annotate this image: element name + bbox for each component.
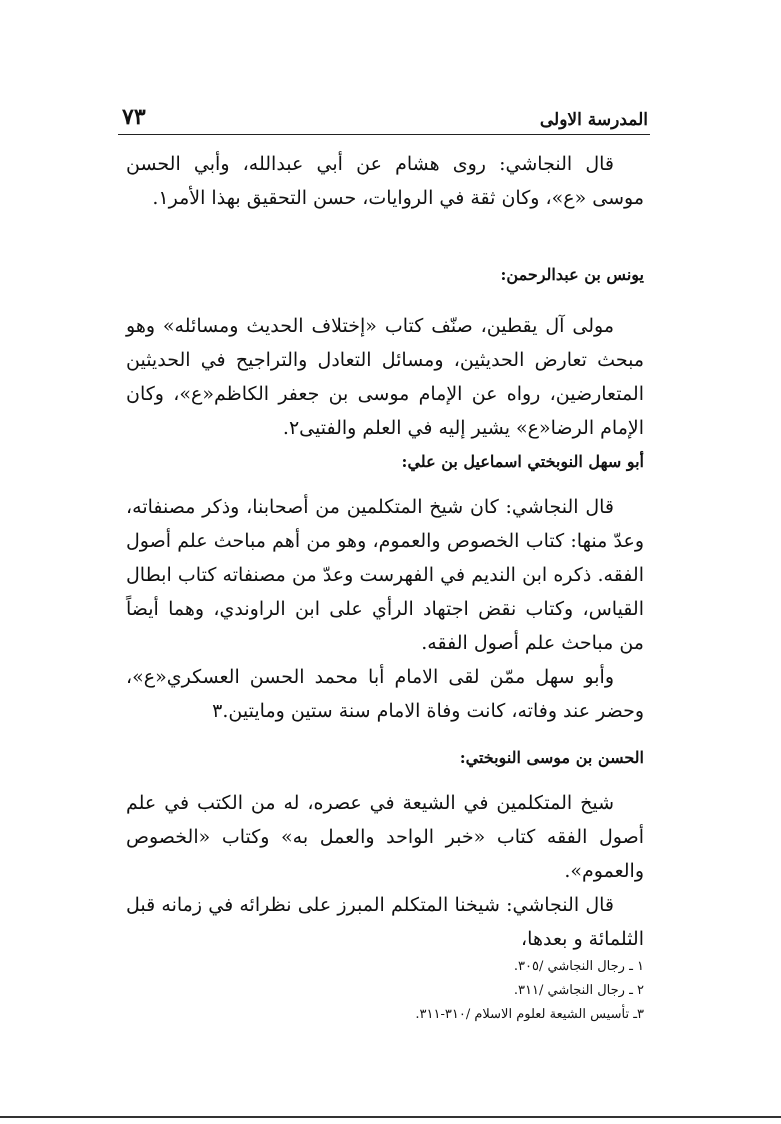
paragraph: شيخ المتكلمين في الشيعة في عصره، له من الكتب في علم أصول الفقه كتاب «خبر الواحد والعمل به» وكتاب «الخصوص والعموم».: [126, 792, 644, 882]
page-header: [118, 102, 650, 135]
bottom-rule: [0, 1116, 781, 1118]
section-heading-abu-sahl: أبو سهل النوبختي اسماعيل بن علي:: [401, 452, 644, 471]
page-number: ٧٣: [122, 104, 146, 130]
paragraph: قال النجاشي: كان شيخ المتكلمين من أصحابنا، وذكر مصنفاته، وعدّ منها: كتاب الخصوص والعموم، وهو من أهم مباحث علم أصول الفقه. ذكره ابن النديم في الفهرست وعدّ من مصنفاته كتاب ابطال القياس، وكتاب نقض اجتهاد الرأي على ابن الراوندي، وهما أيضاً من مباحث علم أصول الفقه.: [126, 496, 644, 654]
footnote: ٣ـ تأسيس الشيعة لعلوم الاسلام /٣١٠-٣١١.: [415, 1007, 644, 1022]
section-heading-yunus: يونس بن عبدالرحمن:: [500, 265, 644, 284]
footnote: ٢ ـ رجال النجاشي /٣١١.: [513, 983, 644, 998]
footnote: ١ ـ رجال النجاشي /٣٠٥.: [513, 959, 644, 974]
running-title: المدرسة الاولى: [539, 110, 648, 130]
section-yunus-paragraph: [126, 309, 644, 445]
section-hasan-paragraphs: [126, 786, 644, 956]
section-abu-sahl-paragraphs: [126, 490, 644, 728]
paragraph: وأبو سهل ممّن لقى الامام أبا محمد الحسن العسكري«ع»، وحضر عند وفاته، كانت وفاة الامام سنة ستين ومايتين.٣: [126, 666, 644, 722]
footnotes: [244, 955, 644, 1027]
paragraph: قال النجاشي: شيخنا المتكلم المبرز على نظرائه في زمانه قبل الثلمائة و بعدها،: [126, 894, 644, 950]
paragraph: مولى آل يقطين، صنّف كتاب «إختلاف الحديث ومسائله» وهو مبحث تعارض الحديثين، ومسائل التعادل والتراجيح في الحديثين المتعارضين، رواه عن الإمام موسى بن جعفر الكاظم«ع»، وكان الإمام الرضا«ع» يشير إليه في العلم والفتيى٢.: [126, 315, 644, 439]
section-heading-hasan-nawbakhti: الحسن بن موسى النوبختي:: [459, 748, 644, 767]
paragraph: قال النجاشي: روى هشام عن أبي عبدالله، وأبي الحسن موسى «ع»، وكان ثقة في الروايات، حسن التحقيق بهذا الأمر١.: [126, 153, 644, 209]
section-hisham-paragraph: [126, 147, 644, 215]
